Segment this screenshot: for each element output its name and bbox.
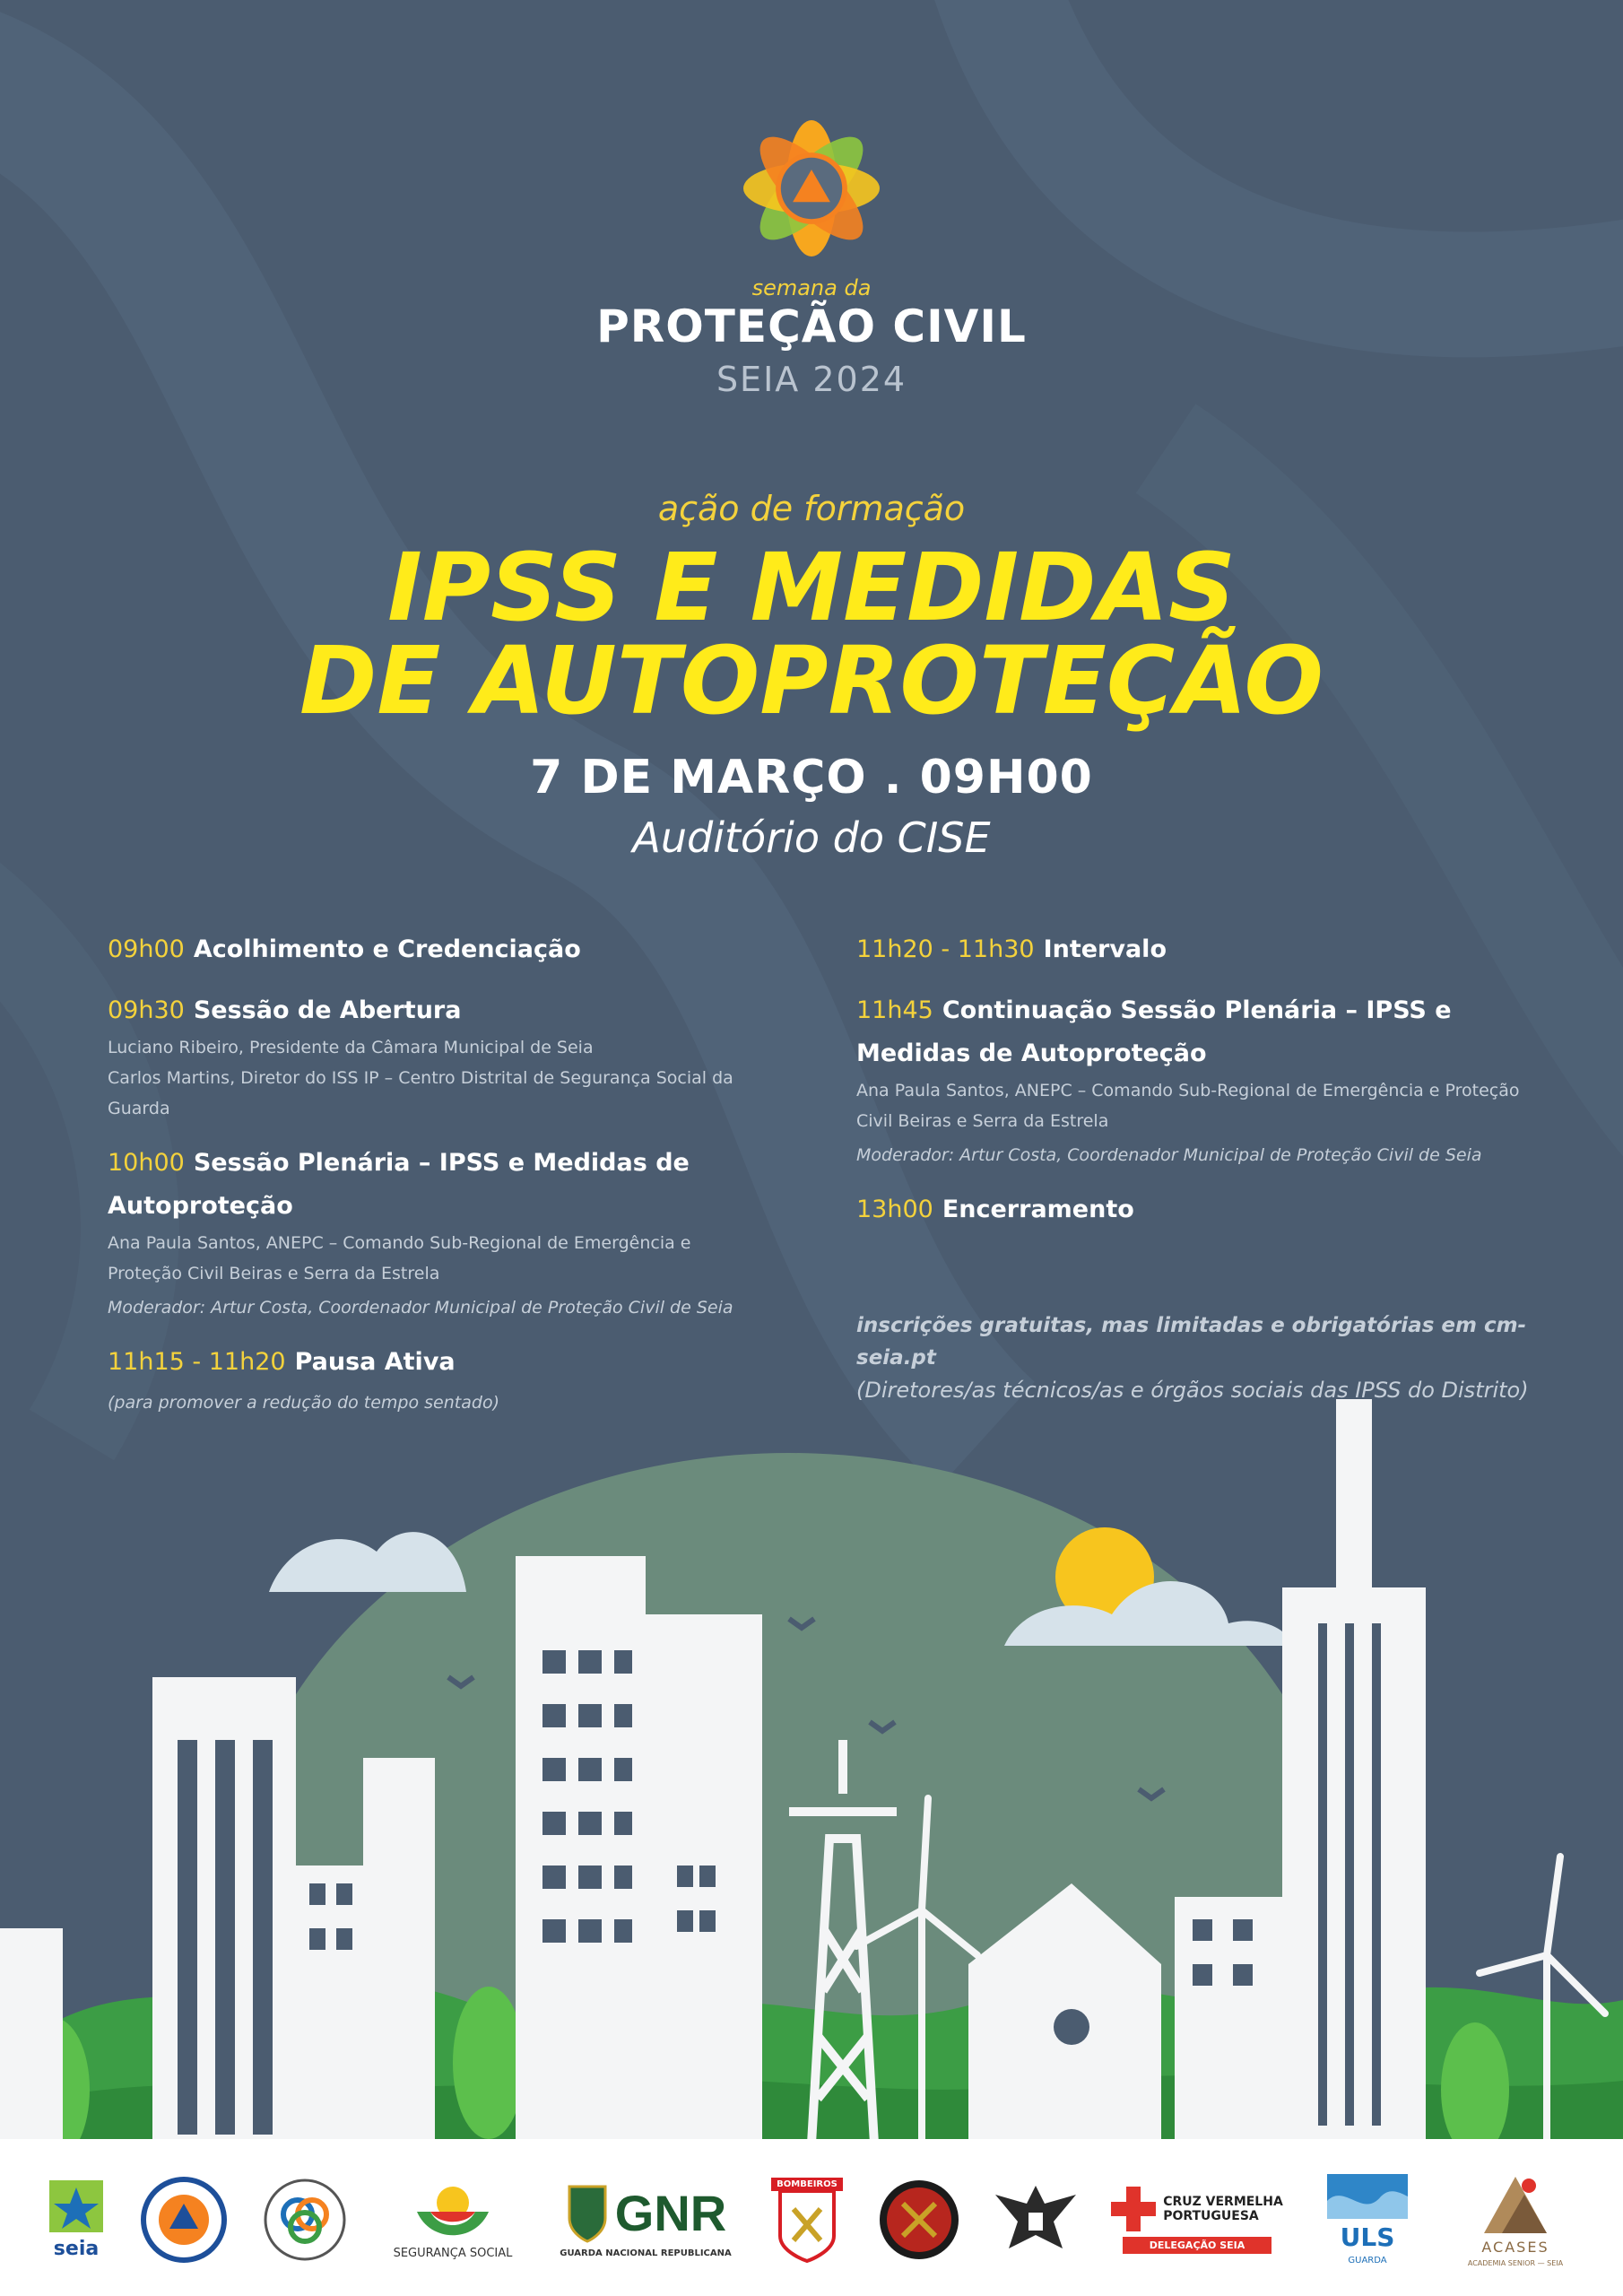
item-speaker: Carlos Martins, Diretor do ISS IP – Centro Distrital de Segurança Social da Guarda (108, 1068, 733, 1118)
partner-logos-bar (0, 2139, 1623, 2296)
gnr-logo (556, 2166, 735, 2274)
gnr-subtext: GUARDA NACIONAL REPUBLICANA (560, 2248, 732, 2258)
series-title: PROTEÇÃO CIVIL (596, 300, 1027, 352)
program-item (108, 989, 762, 1124)
cruz-vermelha-delegation: DELEGAÇÃO SEIA (1123, 2237, 1272, 2254)
program-right-column (856, 928, 1538, 1249)
item-time: 13h00 (856, 1196, 933, 1223)
event-title-block (0, 489, 1623, 862)
program-item (856, 989, 1538, 1170)
civil-protection-seia-logo (139, 2166, 229, 2274)
program-item (108, 928, 762, 971)
event-venue: Auditório do CISE (632, 813, 991, 862)
eagle-crest-icon (991, 2177, 1081, 2263)
item-time: 11h15 - 11h20 (108, 1348, 286, 1376)
item-moderator: Moderador: Artur Costa, Coordenador Municipal de Proteção Civil de Seia (856, 1145, 1482, 1165)
item-title: Acolhimento e Credenciação (193, 935, 581, 963)
item-title: Intervalo (1043, 935, 1167, 963)
bombeiros-text: BOMBEIROS (771, 2178, 843, 2191)
fire-brigade-seal-icon (876, 2177, 962, 2263)
eagle-crest-logo (986, 2166, 1085, 2274)
item-title: Sessão Plenária – IPSS e Medidas de Autoproteção (108, 1149, 690, 1220)
emergency-civil-protection-logo (260, 2166, 350, 2274)
seia-logo-text: seia (53, 2237, 100, 2260)
uls-logo (1323, 2166, 1412, 2274)
acases-logo (1448, 2166, 1583, 2274)
item-time: 10h00 (108, 1149, 185, 1177)
event-title-line2: DE AUTOPROTEÇÃO (299, 626, 1324, 735)
seguranca-social-text: SEGURANÇA SOCIAL (393, 2246, 513, 2260)
item-title: Encerramento (942, 1196, 1134, 1223)
registration-line: inscrições gratuitas, mas limitadas e obrigatórias em cm-seia.pt (856, 1314, 1527, 1370)
event-title-line1: IPSS E MEDIDAS (387, 533, 1236, 642)
program-item (856, 1188, 1538, 1231)
emergency-seal-icon (262, 2177, 348, 2263)
series-prefix: semana da (751, 275, 872, 300)
event-kicker: ação de formação (657, 489, 966, 528)
civil-protection-seal-icon (141, 2177, 227, 2263)
item-speaker: Ana Paula Santos, ANEPC – Comando Sub-Regional de Emergência e Proteção Civil Beiras e Serra da Estrela (108, 1233, 691, 1283)
item-time: 11h45 (856, 996, 933, 1024)
event-title (0, 533, 1623, 735)
acases-text: ACASES (1481, 2239, 1549, 2256)
fire-brigade-seal-logo (874, 2166, 964, 2274)
series-header (0, 103, 1623, 399)
item-title: Sessão de Abertura (193, 996, 462, 1024)
gnr-text: GNR (614, 2185, 727, 2241)
uls-subtext: GUARDA (1348, 2256, 1387, 2266)
item-time: 09h00 (108, 935, 185, 963)
item-note: (para promover a redução do tempo sentado) (108, 1393, 499, 1413)
item-title: Continuação Sessão Plenária – IPSS e Medidas de Autoproteção (856, 996, 1452, 1067)
bombeiros-crest-icon (776, 2191, 838, 2263)
seguranca-social-icon (412, 2180, 493, 2243)
item-time: 11h20 - 11h30 (856, 935, 1035, 963)
registration-audience: (Diretores/as técnicos/as e órgãos sociais das IPSS do Distrito) (856, 1378, 1529, 1403)
item-speaker: Luciano Ribeiro, Presidente da Câmara Municipal de Seia (108, 1038, 594, 1057)
registration-note (856, 1309, 1574, 1406)
seia-star-icon (45, 2180, 108, 2234)
civil-protection-flower-icon (726, 103, 897, 274)
cruz-vermelha-line2: PORTUGUESA (1163, 2208, 1259, 2223)
item-title: Pausa Ativa (294, 1348, 456, 1376)
bombeiros-logo (767, 2166, 847, 2274)
gnr-shield-icon (565, 2182, 610, 2245)
event-date: 7 DE MARÇO . 09H00 (530, 751, 1093, 804)
item-speaker: Ana Paula Santos, ANEPC – Comando Sub-Regional de Emergência e Proteção Civil Beiras e Serra da Estrela (856, 1081, 1520, 1131)
program-item (856, 928, 1538, 971)
seguranca-social-logo (381, 2166, 525, 2274)
series-edition: SEIA 2024 (716, 360, 907, 399)
uls-wave-icon (1327, 2174, 1408, 2219)
item-time: 09h30 (108, 996, 185, 1024)
item-moderator: Moderador: Artur Costa, Coordenador Municipal de Proteção Civil de Seia (108, 1298, 733, 1318)
program-item (108, 1341, 762, 1418)
acases-subtext: ACADEMIA SENIOR — SEIA (1467, 2259, 1564, 2267)
red-cross-icon (1111, 2187, 1156, 2231)
program-left-column (108, 928, 762, 1436)
seia-logo (40, 2166, 112, 2274)
acases-mountain-icon (1475, 2172, 1556, 2235)
uls-text: ULS (1340, 2222, 1395, 2252)
program-item (108, 1142, 762, 1323)
cruz-vermelha-line1: CRUZ VERMELHA (1163, 2194, 1283, 2209)
cruz-vermelha-logo (1107, 2166, 1287, 2274)
